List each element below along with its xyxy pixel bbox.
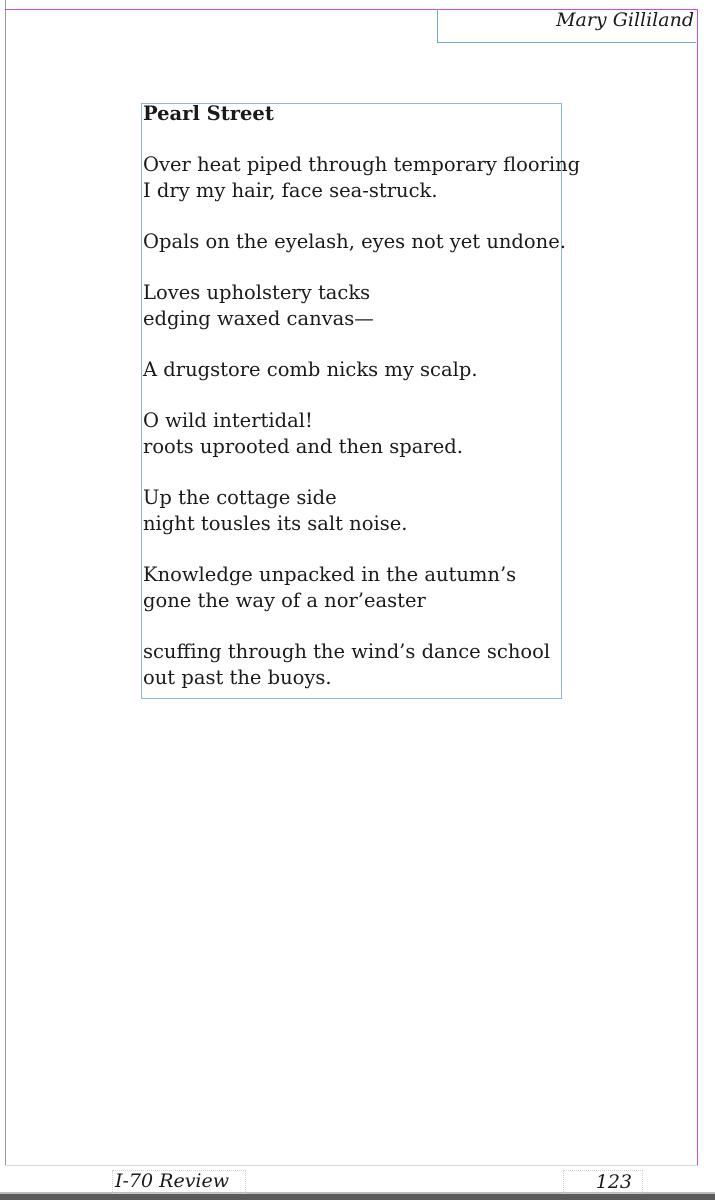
poem-line: edging waxed canvas— xyxy=(143,307,374,330)
running-header-author: Mary Gilliland xyxy=(556,9,694,31)
poem-line: Opals on the eyelash, eyes not yet undone. xyxy=(143,230,566,253)
poem-line: gone the way of a nor’easter xyxy=(143,589,426,612)
poem-line: I dry my hair, face sea-struck. xyxy=(143,179,438,202)
running-header-frame[interactable] xyxy=(437,9,696,43)
poem-line: Up the cottage side xyxy=(143,486,337,509)
poem-line: night tousles its salt noise. xyxy=(143,512,408,535)
page-bottom-edge xyxy=(5,1165,698,1166)
poem-line: out past the buoys. xyxy=(143,666,332,689)
page-left-edge xyxy=(5,0,6,1165)
window-bottom-bar xyxy=(0,1194,715,1200)
poem-line: roots uprooted and then spared. xyxy=(143,435,463,458)
poem-line: scuffing through the wind’s dance school xyxy=(143,640,551,663)
footer-page-number-frame[interactable] xyxy=(563,1170,643,1194)
poem-line: Knowledge unpacked in the autumn’s xyxy=(143,563,517,586)
poem-line: Over heat piped through temporary flooring xyxy=(143,153,581,176)
poem-line: Loves upholstery tacks xyxy=(143,281,371,304)
page-number: 123 xyxy=(595,1171,632,1193)
footer-journal-frame[interactable] xyxy=(112,1170,246,1194)
footer-journal-title: I-70 Review xyxy=(115,1170,230,1192)
poem-line: A drugstore comb nicks my scalp. xyxy=(143,358,478,381)
page-right-margin-guide xyxy=(697,9,698,1165)
poem-title: Pearl Street xyxy=(143,102,274,125)
poem-line: O wild intertidal! xyxy=(143,409,313,432)
poem-text-frame[interactable] xyxy=(141,102,581,699)
